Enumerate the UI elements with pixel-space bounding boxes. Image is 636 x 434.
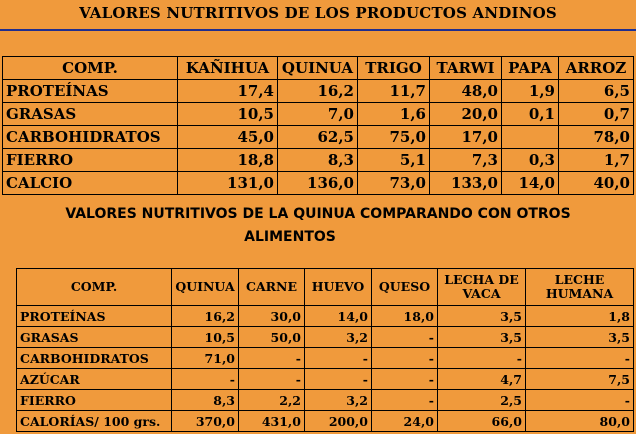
table-cell: 200,0 <box>305 411 372 432</box>
table-cell: 20,0 <box>430 103 502 126</box>
table-cell: 4,7 <box>438 369 526 390</box>
table-row <box>3 126 634 149</box>
table-row <box>17 348 634 369</box>
table-cell: 75,0 <box>358 126 430 149</box>
table-cell: 16,2 <box>278 80 358 103</box>
table-cell: 136,0 <box>278 172 358 195</box>
table-cell: 133,0 <box>430 172 502 195</box>
table-cell: 1,9 <box>502 80 559 103</box>
column-header: CARNE <box>239 269 305 306</box>
column-header: KAÑIHUA <box>178 57 278 80</box>
row-label: FIERRO <box>3 149 178 172</box>
table-cell: 16,2 <box>172 306 239 327</box>
table-cell: 7,3 <box>430 149 502 172</box>
table-cell: 3,5 <box>438 306 526 327</box>
table-cell: 10,5 <box>172 327 239 348</box>
table-cell: 1,8 <box>526 306 634 327</box>
table-cell: 3,2 <box>305 390 372 411</box>
column-header: HUEVO <box>305 269 372 306</box>
table-cell: - <box>305 348 372 369</box>
row-label: CARBOHIDRATOS <box>3 126 178 149</box>
row-label: FIERRO <box>17 390 172 411</box>
table-cell: - <box>239 348 305 369</box>
table-cell: 370,0 <box>172 411 239 432</box>
table-cell: - <box>172 369 239 390</box>
row-label: AZÚCAR <box>17 369 172 390</box>
table-cell: 8,3 <box>172 390 239 411</box>
table-cell: 10,5 <box>178 103 278 126</box>
column-header: PAPA <box>502 57 559 80</box>
table-cell: 14,0 <box>502 172 559 195</box>
table-cell: 45,0 <box>178 126 278 149</box>
column-header: QUINUA <box>278 57 358 80</box>
section-title: VALORES NUTRITIVOS DE LA QUINUA COMPARANDO CON OTROS <box>65 206 571 222</box>
table-cell: - <box>372 390 438 411</box>
table-row <box>17 411 634 432</box>
table-cell: 18,8 <box>178 149 278 172</box>
table-row <box>17 369 634 390</box>
table-row <box>17 327 634 348</box>
table-cell: 3,5 <box>526 327 634 348</box>
table-cell: 0,3 <box>502 149 559 172</box>
table-cell <box>502 126 559 149</box>
table-cell: 2,5 <box>438 390 526 411</box>
table-row <box>17 306 634 327</box>
table-cell: - <box>372 327 438 348</box>
table-cell: 78,0 <box>559 126 634 149</box>
row-label: CALORÍAS/ 100 grs. <box>17 411 172 432</box>
table-cell: 73,0 <box>358 172 430 195</box>
column-header: TARWI <box>430 57 502 80</box>
title-underline <box>0 29 636 31</box>
table-cell: 14,0 <box>305 306 372 327</box>
section-title-continued: ALIMENTOS <box>244 229 336 245</box>
table-row <box>17 390 634 411</box>
row-label: CARBOHIDRATOS <box>17 348 172 369</box>
table-cell: 0,7 <box>559 103 634 126</box>
column-header: LECHE HUMANA <box>526 269 634 306</box>
column-header: TRIGO <box>358 57 430 80</box>
table-cell: 71,0 <box>172 348 239 369</box>
table-cell: 17,0 <box>430 126 502 149</box>
table-cell: - <box>526 348 634 369</box>
table-cell: 62,5 <box>278 126 358 149</box>
table-row <box>3 172 634 195</box>
table-row <box>3 103 634 126</box>
andean-products-table <box>2 56 634 195</box>
column-header: QUESO <box>372 269 438 306</box>
table-cell: 17,4 <box>178 80 278 103</box>
row-label: CALCIO <box>3 172 178 195</box>
table-cell: 7,5 <box>526 369 634 390</box>
table-row <box>3 80 634 103</box>
table-cell: - <box>239 369 305 390</box>
row-label: PROTEÍNAS <box>3 80 178 103</box>
table-cell: 5,1 <box>358 149 430 172</box>
table-cell: 40,0 <box>559 172 634 195</box>
column-header: QUINUA <box>172 269 239 306</box>
page-title: VALORES NUTRITIVOS DE LOS PRODUCTOS ANDINOS <box>79 4 557 22</box>
table-cell: 2,2 <box>239 390 305 411</box>
table-cell: 8,3 <box>278 149 358 172</box>
table-cell: 3,2 <box>305 327 372 348</box>
column-header-comp: COMP. <box>3 57 178 80</box>
table-cell: - <box>438 348 526 369</box>
table-cell: 11,7 <box>358 80 430 103</box>
table-cell: 50,0 <box>239 327 305 348</box>
row-label: PROTEÍNAS <box>17 306 172 327</box>
table-cell: - <box>305 369 372 390</box>
table-header-row <box>3 57 634 80</box>
table-cell: 1,7 <box>559 149 634 172</box>
column-header: ARROZ <box>559 57 634 80</box>
table-cell: - <box>372 348 438 369</box>
table-cell: 131,0 <box>178 172 278 195</box>
table-cell: 18,0 <box>372 306 438 327</box>
table-header-row <box>17 269 634 306</box>
table-cell: 3,5 <box>438 327 526 348</box>
table-row <box>3 149 634 172</box>
table-cell: 431,0 <box>239 411 305 432</box>
quinoa-comparison-table <box>16 268 634 432</box>
table-cell: 7,0 <box>278 103 358 126</box>
row-label: GRASAS <box>3 103 178 126</box>
table-cell: - <box>526 390 634 411</box>
table-cell: 24,0 <box>372 411 438 432</box>
table-cell: 66,0 <box>438 411 526 432</box>
column-header: LECHA DE VACA <box>438 269 526 306</box>
column-header-comp: COMP. <box>17 269 172 306</box>
table-cell: 80,0 <box>526 411 634 432</box>
row-label: GRASAS <box>17 327 172 348</box>
table-cell: 48,0 <box>430 80 502 103</box>
table-cell: 6,5 <box>559 80 634 103</box>
table-cell: 30,0 <box>239 306 305 327</box>
table-cell: 0,1 <box>502 103 559 126</box>
table-cell: - <box>372 369 438 390</box>
table-cell: 1,6 <box>358 103 430 126</box>
